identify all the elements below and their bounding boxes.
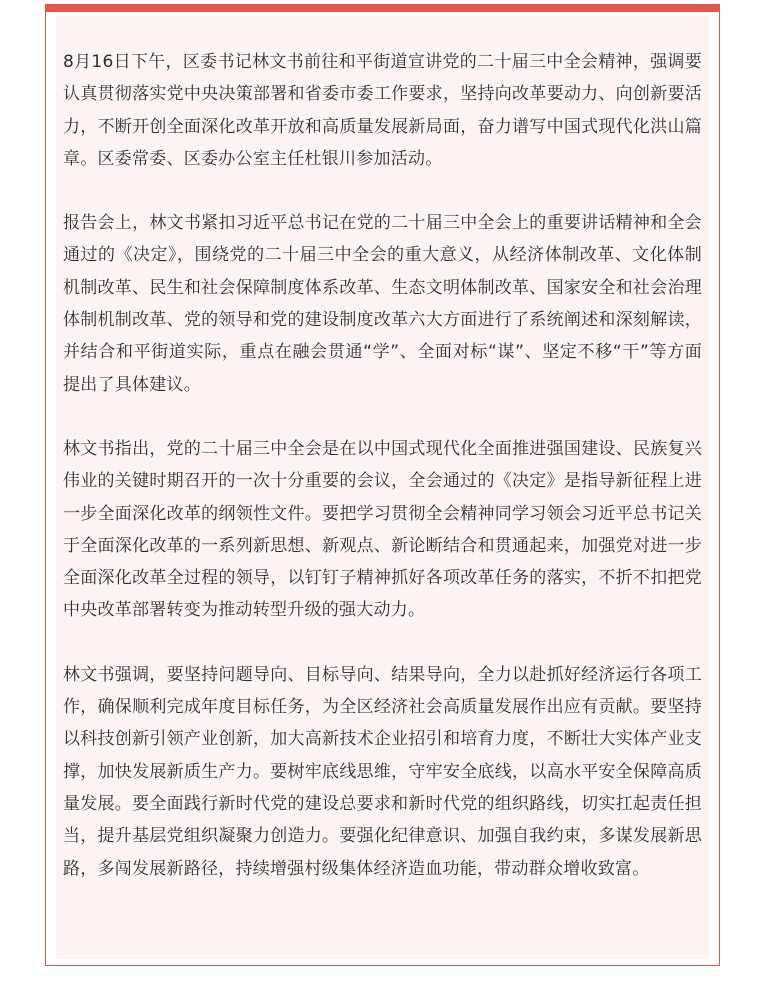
article-paragraph-4: 林文书强调，要坚持问题导向、目标导向、结果导向，全力以赴抓好经济运行各项工作，确保顺利完成年度目标任务，为全区经济社会高质量发展作出应有贡献。要坚持以科技创新引领产业创新，加大高新技术企业招引和培育力度，不断壮大实体产业支撑，加快发展新质生产力。要树牢底线思维，守牢安全底线，以高水平安全保障高质量发展。要全面践行新时代党的建设总要求和新时代党的组织路线，切实扛起责任担当，提升基层党组织凝聚力创造力。要强化纪律意识、加强自我约束，多谋发展新思路，多闯发展新路径，持续增强村级集体经济造血功能，带动群众增收致富。 [63, 664, 702, 879]
article-paragraph-3: 林文书指出，党的二十届三中全会是在以中国式现代化全面推进强国建设、民族复兴伟业的关键时期召开的一次十分重要的会议，全会通过的《决定》是指导新征程上进一步全面深化改革的纲领性文件。要把学习贯彻全会精神同学习领会习近平总书记关于全面深化改革的一系列新思想、新观点、新论断结合和贯通起来，加强党对进一步全面深化改革全过程的领导，以钉钉子精神抓好各项改革任务的落实，不折不扣把党中央改革部署转变为推动转型升级的强大动力。 [63, 438, 702, 621]
article-paragraph-2: 报告会上，林文书紧扣习近平总书记在党的二十届三中全会上的重要讲话精神和全会通过的《决定》，围绕党的二十届三中全会的重大意义，从经济体制改革、文化体制机制改革、民生和社会保障制度体系改革、生态文明体制改革、国家安全和社会治理体制机制改革、党的领导和党的建设制度改革六大方面进行了系统阐述和深刻解读，并结合和平街道实际，重点在融会贯通“学”、全面对标“谋”、坚定不移“干”等方面提出了具体建议。 [63, 213, 702, 395]
article-card [45, 4, 720, 966]
article-body [56, 16, 709, 959]
article-paragraph-1: 8月16日下午，区委书记林文书前往和平街道宣讲党的二十届三中全会精神，强调要认真贯彻落实党中央决策部署和省委市委工作要求，坚持向改革要动力、向创新要活力，不断开创全面深化改革开放和高质量发展新局面，奋力谱写中国式现代化洪山篇章。区委常委、区委办公室主任杜银川参加活动。 [63, 52, 702, 169]
